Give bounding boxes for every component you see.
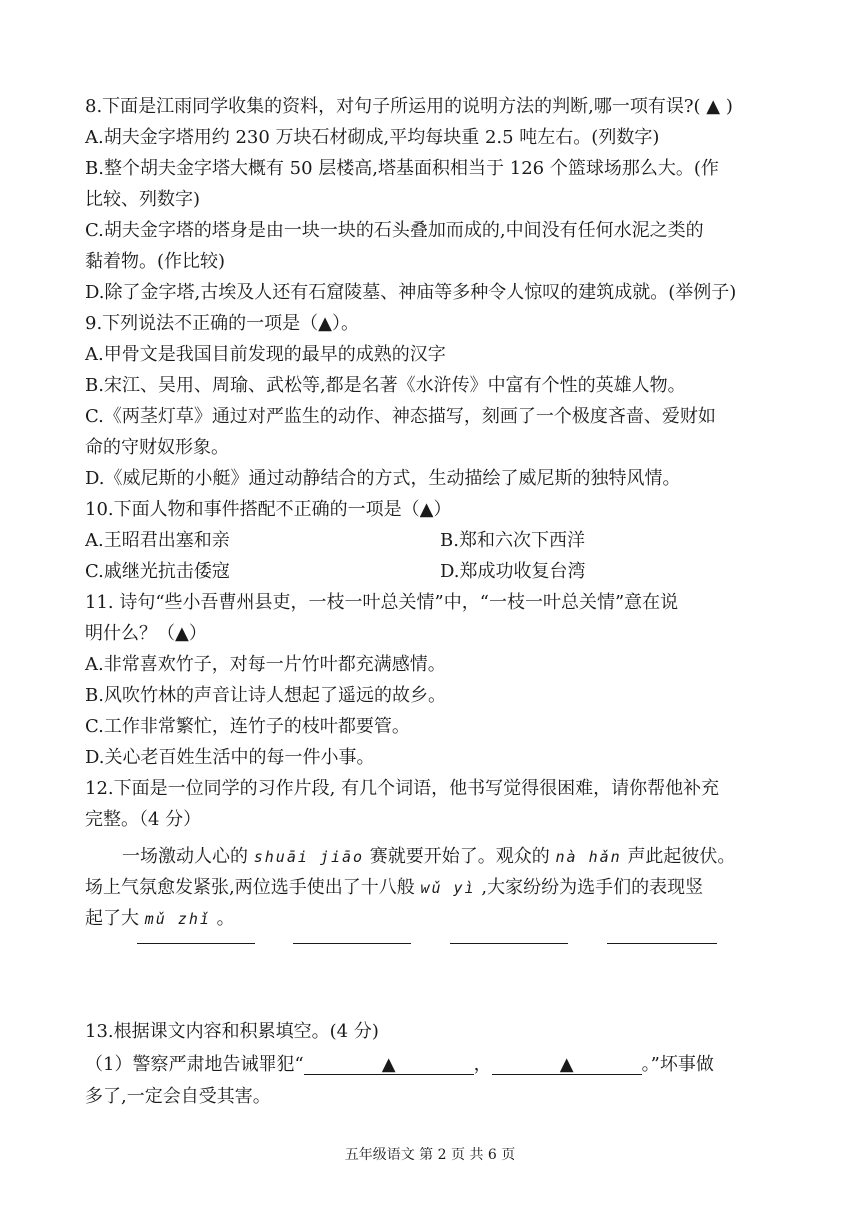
q11-stem-line1: 11. 诗句“些小吾曹州县吏，一枝一叶总关情”中，“一枝一叶总关情”意在说 — [85, 592, 679, 613]
pinyin-prompt: wǔ yì — [420, 879, 476, 897]
q8-option-b-line2: 比较、列数字) — [85, 189, 201, 210]
q12-passage-line2 — [85, 874, 785, 902]
fill-blank-1[interactable] — [304, 1056, 474, 1075]
q9-option-a: A.甲骨文是我国目前发现的最早的成熟的汉字 — [85, 344, 446, 365]
q8-option-b-line1: B.整个胡夫金字塔大概有 50 层楼高,塔基面积相当于 126 个篮球场那么大。(作 — [85, 158, 719, 179]
q12-stem-line2: 完整。（4 分） — [85, 809, 202, 830]
q10-option-d: D.郑成功收复台湾 — [440, 561, 586, 582]
answer-blank-3[interactable] — [450, 943, 568, 944]
q9-option-d: D.《威尼斯的小艇》通过动静结合的方式，生动描绘了威尼斯的独特风情。 — [85, 468, 681, 489]
q13-sub1-line2: 多了,一定会自受其害。 — [85, 1086, 271, 1107]
q9-option-c-line2: 命的守财奴形象。 — [85, 437, 229, 458]
triangle-marker: ▲ — [559, 1054, 574, 1075]
q12-passage-text: 起了大 — [85, 908, 139, 929]
q13-sub1-text-end: 。”坏事做 — [641, 1054, 714, 1075]
q8-option-c-line1: C.胡夫金字塔的塔身是由一块一块的石头叠加而成的,中间没有任何水泥之类的 — [85, 220, 704, 241]
q11-option-b: B.风吹竹林的声音让诗人想起了遥远的故乡。 — [85, 685, 446, 706]
q11-option-c: C.工作非常繁忙，连竹子的枝叶都要管。 — [85, 716, 410, 737]
q12-stem-line1: 12.下面是一位同学的习作片段, 有几个词语，他书写觉得很困难，请你帮他补充 — [85, 778, 720, 799]
q10-options-row1 — [85, 527, 785, 555]
q13-sub1-separator: ， — [473, 1054, 492, 1075]
q8-option-a: A.胡夫金字塔用约 230 万块石材砌成,平均每块重 2.5 吨左右。(列数字) — [85, 127, 660, 148]
q13-sub1-text: （1）警察严肃地告诫罪犯“ — [85, 1054, 304, 1075]
q12-passage-text: 声此起彼伏。 — [627, 846, 736, 867]
q11-option-a: A.非常喜欢竹子，对每一片竹叶都充满感情。 — [85, 654, 446, 675]
answer-blank-1[interactable] — [137, 943, 255, 944]
q12-passage-text: 一场激动人心的 — [122, 846, 248, 867]
q12-passage-text: 赛就要开始了。观众的 — [369, 846, 550, 867]
pinyin-prompt: nà hǎn — [555, 848, 622, 866]
q8-option-d: D.除了金字塔,古埃及人还有石窟陵墓、神庙等多种令人惊叹的建筑成就。(举例子) — [85, 282, 737, 303]
q12-passage-line1 — [122, 843, 822, 871]
fill-blank-2[interactable] — [492, 1056, 642, 1075]
q9-option-b: B.宋江、吴用、周瑜、武松等,都是名著《水浒传》中富有个性的英雄人物。 — [85, 375, 686, 396]
q10-option-b: B.郑和六次下西洋 — [440, 530, 585, 551]
answer-blank-2[interactable] — [293, 943, 411, 944]
q11-stem-line2: 明什么？（▲） — [85, 623, 207, 644]
q12-passage-text: ,大家纷纷为选手们的表现竖 — [481, 877, 704, 898]
pinyin-prompt: mǔ zhǐ — [144, 910, 211, 928]
q8-stem: 8.下面是江雨同学收集的资料，对句子所运用的说明方法的判断,哪一项有误?( ▲ ) — [85, 96, 733, 117]
q11-option-d: D.关心老百姓生活中的每一件小事。 — [85, 747, 375, 768]
q13-sub1-line1 — [85, 1051, 785, 1079]
q9-stem: 9.下列说法不正确的一项是（▲）。 — [85, 313, 360, 334]
q12-passage-line3 — [85, 905, 785, 933]
q9-option-c-line1: C.《两茎灯草》通过对严监生的动作、神态描写，刻画了一个极度吝啬、爱财如 — [85, 406, 716, 427]
q13-stem: 13.根据课文内容和积累填空。(4 分) — [85, 1021, 379, 1042]
q10-option-a: A.王昭君出塞和亲 — [85, 530, 230, 551]
q8-option-c-line2: 黏着物。(作比较) — [85, 251, 226, 272]
q12-passage-text: 场上气氛愈发紧张,两位选手使出了十八般 — [85, 877, 415, 898]
triangle-marker: ▲ — [381, 1054, 396, 1075]
q10-options-row2 — [85, 558, 785, 586]
q10-stem: 10.下面人物和事件搭配不正确的一项是（▲） — [85, 499, 452, 520]
q12-passage-text: 。 — [216, 908, 235, 929]
q10-option-c: C.戚继光抗击倭寇 — [85, 561, 230, 582]
pinyin-prompt: shuāi jiāo — [253, 848, 365, 866]
answer-blank-4[interactable] — [607, 943, 717, 944]
page-footer: 五年级语文 第 2 页 共 6 页 — [344, 1147, 516, 1163]
